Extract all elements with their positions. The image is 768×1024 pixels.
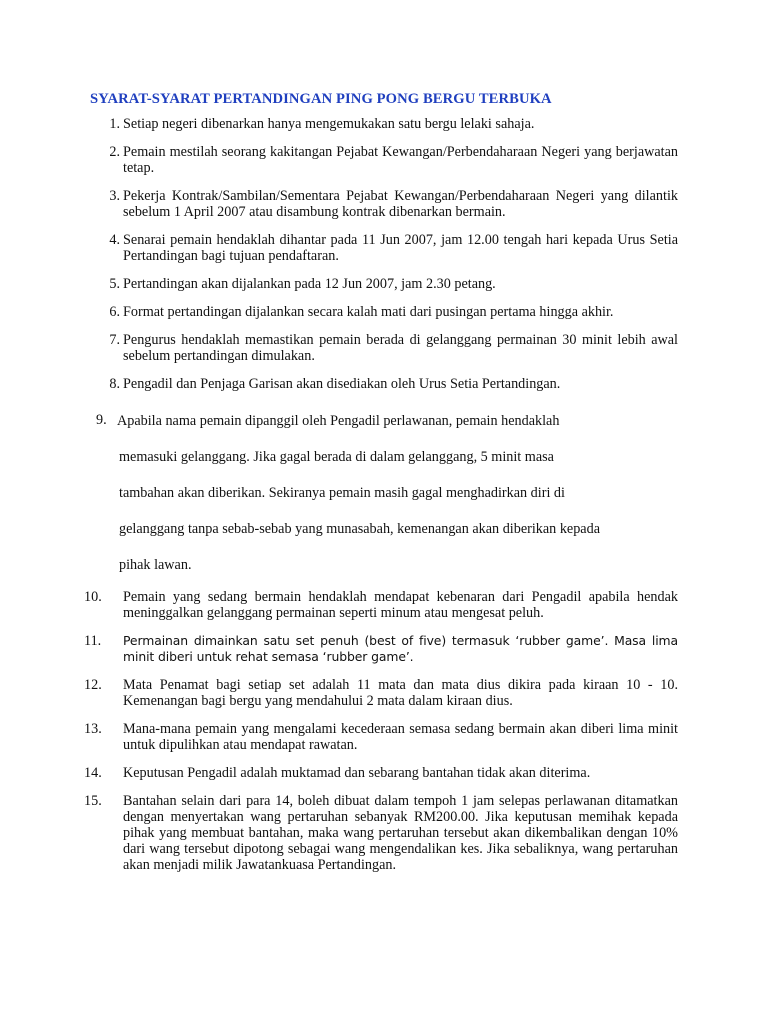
rule-text: Pertandingan akan dijalankan pada 12 Jun 2007, jam 2.30 petang. (123, 276, 496, 292)
rule-text: Pemain yang sedang bermain hendaklah mendapat kebenaran dari Pengadil apabila hendak meninggalkan gelanggang permainan seperti minum atau mengesat peluh. (123, 589, 678, 621)
rule-text: Pemain mestilah seorang kakitangan Pejabat Kewangan/Perbendaharaan Negeri yang berjawatan tetap. (123, 144, 678, 176)
rule-number: 12. (84, 677, 102, 693)
rule-item-8 (0, 376, 768, 392)
rule-number: 3. (109, 188, 120, 204)
rule-number: 7. (109, 332, 120, 348)
rule-text: Setiap negeri dibenarkan hanya mengemukakan satu bergu lelaki sahaja. (123, 116, 535, 132)
rule-text: Permainan dimainkan satu set penuh (best of five) termasuk ‘rubber game’. Masa lima minit diberi untuk rehat semasa ‘rubber game’. (123, 633, 678, 664)
rule-item-9 (0, 412, 768, 574)
rule-text-line: memasuki gelanggang. Jika gagal berada di dalam gelanggang, 5 minit masa (119, 449, 554, 465)
rule-number: 15. (84, 793, 102, 809)
rule-text: Mata Penamat bagi setiap set adalah 11 mata dan mata dius dikira pada kiraan 10 - 10. Kemenangan bagi bergu yang mendahului 2 mata dalam kiraan dius. (123, 677, 678, 709)
rule-item-10 (0, 589, 768, 621)
rule-text: Pengurus hendaklah memastikan pemain berada di gelanggang permainan 30 minit lebih awal sebelum pertandingan dimulakan. (123, 332, 678, 364)
rule-item-12 (0, 677, 768, 709)
rule-text: Bantahan selain dari para 14, boleh dibuat dalam tempoh 1 jam selepas perlawanan ditamatkan dengan menyertakan wang pertaruhan sebanyak RM200.00. Jika keputusan memihak kepada pihak yang membuat bantahan, maka wang pertaruhan tersebut akan dikembalikan dengan 10% dari wang tersebut dipotong sebagai wang mengendalikan kes. Jika sebaliknya, wang pertaruhan akan menjadi milik Jawatankuasa Pertandingan. (123, 793, 678, 873)
rule-item-5 (0, 276, 768, 292)
rule-text-line: tambahan akan diberikan. Sekiranya pemain masih gagal menghadirkan diri di (119, 485, 565, 501)
rule-number: 10. (84, 589, 102, 605)
rule-item-13 (0, 721, 768, 753)
rule-item-3 (0, 188, 768, 220)
rule-item-14 (0, 765, 768, 781)
rule-item-1 (0, 116, 768, 132)
document-title: SYARAT-SYARAT PERTANDINGAN PING PONG BERGU TERBUKA (90, 91, 552, 107)
rule-number: 14. (84, 765, 102, 781)
rule-number: 9. (96, 412, 107, 428)
rule-text: Mana-mana pemain yang mengalami kecederaan semasa sedang bermain akan diberi lima minit untuk dipulihkan atau mendapat rawatan. (123, 721, 678, 753)
rule-text-line: Apabila nama pemain dipanggil oleh Pengadil perlawanan, pemain hendaklah (117, 413, 560, 429)
rule-item-2 (0, 144, 768, 176)
rule-text: Pengadil dan Penjaga Garisan akan disediakan oleh Urus Setia Pertandingan. (123, 376, 561, 392)
rule-text-line: pihak lawan. (119, 557, 192, 573)
rule-number: 11. (84, 633, 102, 649)
rules-list (0, 116, 768, 873)
rule-number: 2. (109, 144, 120, 160)
rule-item-15 (0, 793, 768, 873)
rule-text: Format pertandingan dijalankan secara kalah mati dari pusingan pertama hingga akhir. (123, 304, 614, 320)
rule-number: 4. (109, 232, 120, 248)
rule-number: 13. (84, 721, 102, 737)
rule-text: Pekerja Kontrak/Sambilan/Sementara Pejabat Kewangan/Perbendaharaan Negeri yang dilantik sebelum 1 April 2007 atau disambung kontrak dibenarkan bermain. (123, 188, 678, 220)
rule-number: 1. (109, 116, 120, 132)
rule-number: 6. (109, 304, 120, 320)
rule-number: 5. (109, 276, 120, 292)
rule-item-7 (0, 332, 768, 364)
rule-text: Keputusan Pengadil adalah muktamad dan sebarang bantahan tidak akan diterima. (123, 765, 591, 781)
rule-item-11 (0, 633, 768, 665)
rule-item-6 (0, 304, 768, 320)
rule-text: Senarai pemain hendaklah dihantar pada 11 Jun 2007, jam 12.00 tengah hari kepada Urus Setia Pertandingan bagi tujuan pendaftaran. (123, 232, 678, 264)
rule-text-line: gelanggang tanpa sebab-sebab yang munasabah, kemenangan akan diberikan kepada (119, 521, 600, 537)
rule-item-4 (0, 232, 768, 264)
rule-number: 8. (109, 376, 120, 392)
